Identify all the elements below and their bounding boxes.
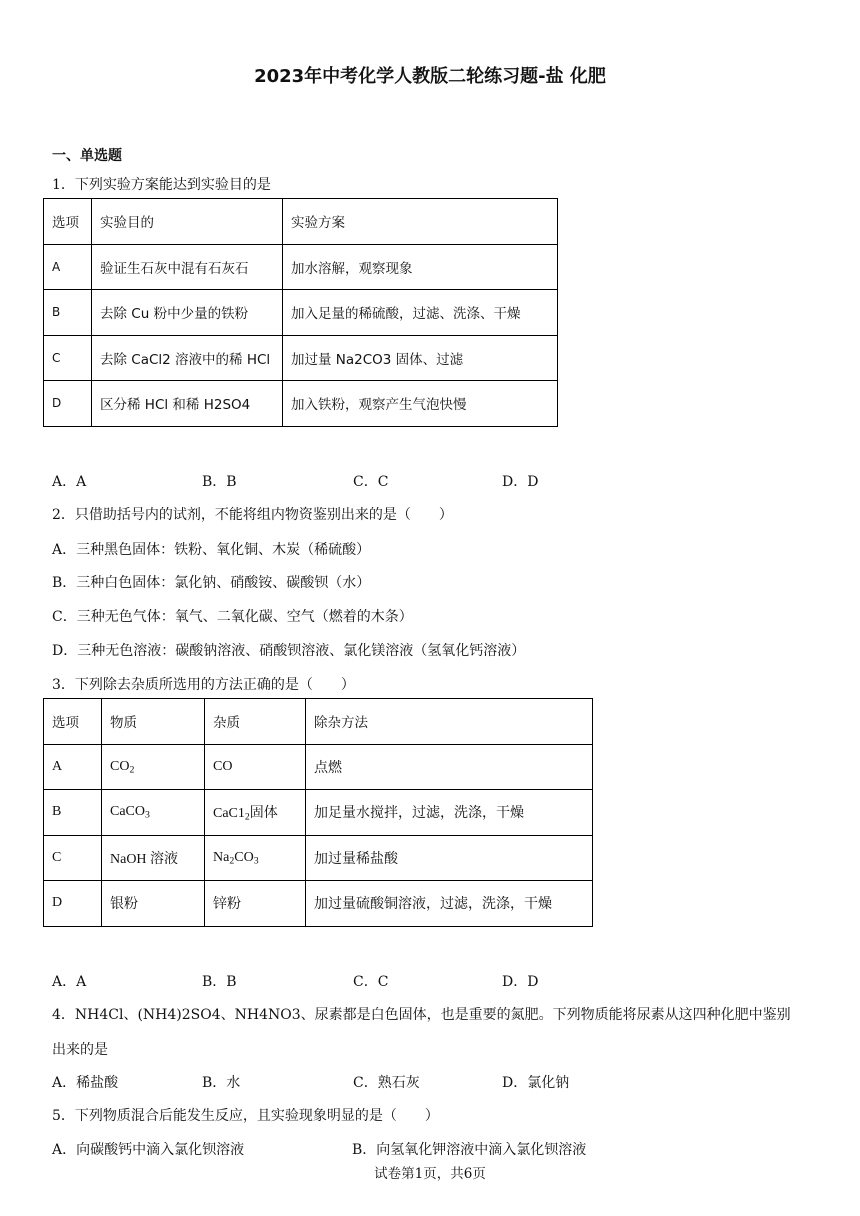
question-4-option-d[interactable]: D．氯化钠 bbox=[502, 1075, 570, 1091]
method-cell: 加过量稀盐酸 bbox=[306, 835, 593, 881]
question-2-option-c[interactable]: C．三种无色气体：氧气、二氧化碳、空气（燃着的木条） bbox=[52, 609, 413, 625]
table-row bbox=[44, 744, 593, 790]
table-cell: 加入足量的稀硫酸，过滤、洗涤、干燥 bbox=[283, 290, 558, 336]
impurity-cell: $Na_2CO_3$ bbox=[205, 835, 306, 881]
header-cell: 选项 bbox=[44, 199, 92, 245]
question-3-option-d[interactable]: D．D bbox=[502, 974, 539, 990]
table-cell: 加过量 Na2CO3 固体、过滤 bbox=[283, 335, 558, 381]
question-1-option-a[interactable]: A．A bbox=[52, 474, 87, 490]
header-cell: 杂质 bbox=[205, 699, 306, 745]
table-cell: B bbox=[44, 290, 92, 336]
question-1-stem: 1．下列实验方案能达到实验目的是 bbox=[52, 177, 271, 193]
table-cell: C bbox=[44, 835, 102, 881]
substance-cell: $CO_2$ bbox=[102, 744, 205, 790]
impurity-cell: 锌粉 bbox=[205, 881, 306, 927]
table-row bbox=[44, 244, 558, 290]
question-4-stem-line-2: 出来的是 bbox=[52, 1042, 108, 1058]
question-2-option-a[interactable]: A．三种黑色固体：铁粉、氧化铜、木炭（稀硫酸） bbox=[52, 542, 371, 558]
header-cell: 实验方案 bbox=[283, 199, 558, 245]
question-1-option-d[interactable]: D．D bbox=[502, 474, 539, 490]
table-cell: 去除 CaCl2 溶液中的稀 HCl bbox=[92, 335, 283, 381]
table-cell: A bbox=[44, 744, 102, 790]
question-5-option-a[interactable]: A．向碳酸钙中滴入氯化钡溶液 bbox=[52, 1142, 245, 1158]
question-4-option-b[interactable]: B．水 bbox=[202, 1075, 241, 1091]
substance-cell: NaOH 溶液 bbox=[102, 835, 205, 881]
table-row bbox=[44, 790, 593, 836]
table-cell: 区分稀 HCl 和稀 H2SO4 bbox=[92, 381, 283, 427]
question-4-stem-line-1: 4．NH4Cl、(NH4)2SO4、NH4NO3、尿素都是白色固体，也是重要的氮肥。下列物质能将尿素从这四种化肥中鉴别 bbox=[52, 1007, 791, 1023]
substance-cell: 银粉 bbox=[102, 881, 205, 927]
question-1-table bbox=[43, 198, 558, 427]
question-3-option-c[interactable]: C．C bbox=[353, 974, 389, 990]
question-3-stem: 3．下列除去杂质所选用的方法正确的是（ ） bbox=[52, 677, 355, 693]
table-cell: D bbox=[44, 881, 102, 927]
table-cell: A bbox=[44, 244, 92, 290]
table-row bbox=[44, 381, 558, 427]
table-header-row bbox=[44, 699, 593, 745]
method-cell: 加过量硫酸铜溶液，过滤，洗涤，干燥 bbox=[306, 881, 593, 927]
question-3-table bbox=[43, 698, 593, 927]
impurity-cell: CO bbox=[205, 744, 306, 790]
header-cell: 实验目的 bbox=[92, 199, 283, 245]
question-4-option-c[interactable]: C．熟石灰 bbox=[353, 1075, 420, 1091]
question-2-stem: 2．只借助括号内的试剂，不能将组内物资鉴别出来的是（ ） bbox=[52, 507, 453, 523]
question-1-option-c[interactable]: C．C bbox=[353, 474, 389, 490]
question-5-stem: 5．下列物质混合后能发生反应，且实验现象明显的是（ ） bbox=[52, 1108, 439, 1124]
table-row bbox=[44, 335, 558, 381]
table-row bbox=[44, 881, 593, 927]
section-heading: 一、单选题 bbox=[52, 148, 122, 164]
question-4-option-a[interactable]: A．稀盐酸 bbox=[52, 1075, 119, 1091]
header-cell: 选项 bbox=[44, 699, 102, 745]
question-3-option-a[interactable]: A．A bbox=[52, 974, 87, 990]
impurity-cell: $CaC1_2$固体 bbox=[205, 790, 306, 836]
table-cell: B bbox=[44, 790, 102, 836]
page-footer: 试卷第1页，共6页 bbox=[374, 1166, 486, 1182]
question-2-option-b[interactable]: B．三种白色固体：氯化钠、硝酸铵、碳酸钡（水） bbox=[52, 575, 371, 591]
question-5-option-b[interactable]: B．向氢氧化钾溶液中滴入氯化钡溶液 bbox=[352, 1142, 587, 1158]
table-cell: 加入铁粉，观察产生气泡快慢 bbox=[283, 381, 558, 427]
table-cell: D bbox=[44, 381, 92, 427]
table-header-row bbox=[44, 199, 558, 245]
table-row bbox=[44, 290, 558, 336]
table-cell: 验证生石灰中混有石灰石 bbox=[92, 244, 283, 290]
table-cell: 加水溶解，观察现象 bbox=[283, 244, 558, 290]
document-title: 2023年中考化学人教版二轮练习题-盐 化肥 bbox=[254, 66, 606, 87]
method-cell: 加足量水搅拌，过滤，洗涤，干燥 bbox=[306, 790, 593, 836]
substance-cell: CaCO$_3$ bbox=[102, 790, 205, 836]
question-3-option-b[interactable]: B．B bbox=[202, 974, 237, 990]
table-row bbox=[44, 835, 593, 881]
table-cell: 去除 Cu 粉中少量的铁粉 bbox=[92, 290, 283, 336]
table-cell: C bbox=[44, 335, 92, 381]
header-cell: 除杂方法 bbox=[306, 699, 593, 745]
question-1-option-b[interactable]: B．B bbox=[202, 474, 237, 490]
header-cell: 物质 bbox=[102, 699, 205, 745]
method-cell: 点燃 bbox=[306, 744, 593, 790]
question-2-option-d[interactable]: D．三种无色溶液：碳酸钠溶液、硝酸钡溶液、氯化镁溶液（氢氧化钙溶液） bbox=[52, 643, 526, 659]
